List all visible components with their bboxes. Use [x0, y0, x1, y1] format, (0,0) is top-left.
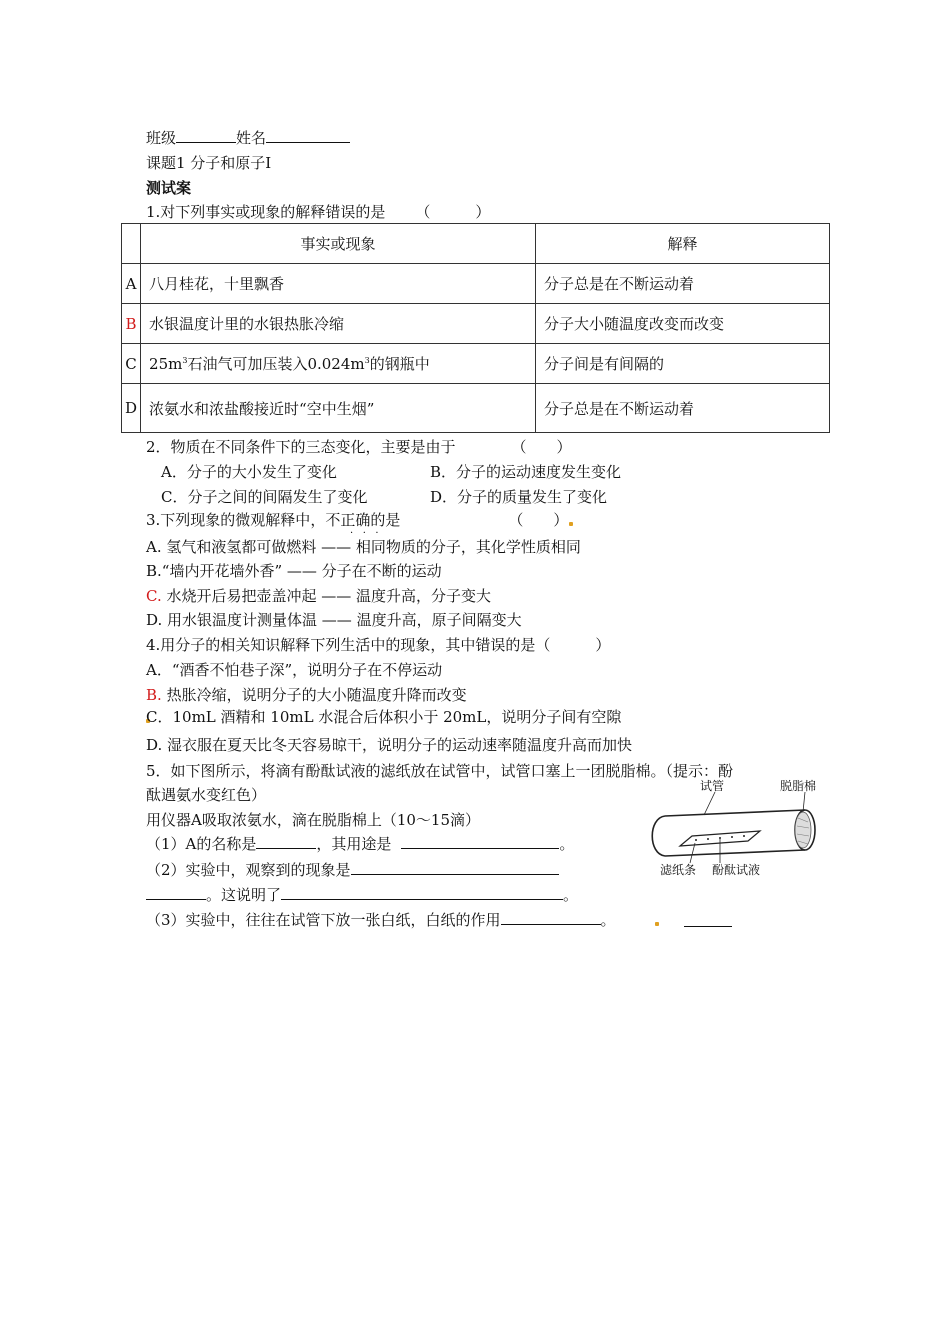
q5-part1: [146, 834, 574, 854]
q5-part1-blank-use[interactable]: [401, 834, 559, 849]
row-explain: 分子大小随温度改变而改变: [536, 304, 830, 344]
q3-option-b: B.“墙内开花墙外香” —— 分子在不断的运动: [146, 562, 442, 580]
q5-stem-line1: 5．如下图所示，将滴有酚酞试液的滤纸放在试管中，试管口塞上一团脱脂棉。（提示：酚: [146, 762, 734, 780]
class-label: 班级: [146, 129, 177, 147]
q4-option-c: C．10mL 酒精和 10mL 水混合后体积小于 20mL，说明分子间有空隙: [146, 708, 622, 726]
orange-mark: [569, 522, 573, 526]
row-letter: D: [122, 384, 141, 433]
q4-stem: 4.用分子的相关知识解释下列生活中的现象，其中错误的是（ ）: [146, 636, 611, 654]
row-explain: 分子总是在不断运动着: [536, 264, 830, 304]
q5-stem-line3: 用仪器A吸取浓氨水，滴在脱脂棉上（10～15滴）: [146, 811, 481, 829]
q3-stem-text: 3.下列现象的微观解释中，不正确的是: [146, 511, 401, 529]
q5-part1-period: 。: [559, 835, 575, 853]
q4-option-d: D. 湿衣服在夏天比冬天容易晾干，说明分子的运动速率随温度升高而加快: [146, 736, 633, 754]
section-title: 测试案: [146, 179, 192, 197]
table-row: [122, 344, 830, 384]
row-fact: 水银温度计里的水银热胀冷缩: [141, 304, 536, 344]
name-label: 姓名: [236, 129, 267, 147]
q2-option-c: C．分子之间的间隔发生了变化: [161, 488, 368, 506]
q4-option-a: A．“酒香不怕巷子深”，说明分子在不停运动: [146, 661, 443, 679]
class-blank[interactable]: [176, 128, 236, 143]
row-fact: 浓氨水和浓盐酸接近时“空中生烟”: [141, 384, 536, 433]
q5-stem-line2: 酞遇氨水变红色）: [146, 786, 267, 804]
q4-option-b-text: 热胀冷缩，说明分子的大小随温度升降而改变: [161, 686, 467, 704]
q1-answer-paren: （ ）: [415, 203, 491, 221]
q2-option-d: D．分子的质量发生了变化: [430, 488, 608, 506]
q5-part1-prompt: （1）A的名称是: [146, 835, 257, 853]
name-blank[interactable]: [266, 128, 350, 143]
table-row: [122, 264, 830, 304]
q3-answer-paren: （ ）: [508, 511, 569, 529]
q4-option-b: [146, 685, 467, 705]
table-header-blank: [122, 224, 141, 264]
q5-part2-period: 。: [563, 886, 579, 904]
q2-answer-paren: （ ）: [511, 438, 572, 456]
row-letter: C: [122, 344, 141, 384]
table-header-fact: 事实或现象: [141, 224, 536, 264]
label-filter-paper: 滤纸条: [660, 863, 697, 877]
q5-part3-prompt: （3）实验中，往往在试管下放一张白纸，白纸的作用: [146, 911, 501, 929]
q5-part3-blank[interactable]: [501, 910, 601, 925]
q3-option-c-text: 水烧开后易把壶盖冲起 —— 温度升高，分子变大: [161, 587, 492, 605]
q2-stem: [146, 437, 572, 457]
q2-option-a: A．分子的大小发生了变化: [161, 463, 337, 481]
q5-part2-conclusion-label: 。这说明了: [206, 886, 282, 904]
q4-option-b-letter: B.: [146, 686, 162, 704]
class-name-line: [146, 128, 350, 148]
table-row: [122, 384, 830, 433]
cotton-plug-icon: [795, 812, 811, 848]
q5-part2-blank-conclusion[interactable]: [281, 885, 563, 900]
q3-option-c: [146, 586, 491, 606]
table-header-explain: 解释: [536, 224, 830, 264]
lesson-title: 课题1 分子和原子Ⅰ: [146, 154, 272, 172]
q3-option-c-letter: C.: [146, 587, 162, 605]
q5-part1-blank-name[interactable]: [256, 834, 316, 849]
q5-part2-line1: [146, 860, 559, 880]
q5-part1-use-label: ，其用途是: [316, 835, 392, 853]
orange-mark: [655, 922, 659, 926]
q1-stem: [146, 202, 490, 222]
q3-option-a: A. 氢气和液氢都可做燃料 —— 相同物质的分子，其化学性质相同: [146, 538, 581, 556]
label-test-tube: 试管: [700, 779, 725, 793]
q5-part3-extra-blank[interactable]: [684, 912, 732, 927]
row-letter: B: [122, 304, 141, 344]
row-explain: 分子总是在不断运动着: [536, 384, 830, 433]
q5-part2-blank-observation-cont[interactable]: [146, 885, 206, 900]
q5-part3-period: 。: [600, 911, 616, 929]
q5-part2-line2: [146, 885, 578, 905]
row-fact: $25m^3$石油气可加压装入$0.024m^3$的钢瓶中: [141, 344, 536, 384]
q5-part2-blank-observation[interactable]: [351, 860, 559, 875]
q5-part3: [146, 910, 616, 930]
q3-option-d: D. 用水银温度计测量体温 —— 温度升高，原子间隔变大: [146, 611, 522, 629]
row-letter: A: [122, 264, 141, 304]
table-row: [122, 304, 830, 344]
q3-stem: [146, 510, 568, 530]
row-explain: 分子间是有间隔的: [536, 344, 830, 384]
q2-option-b: B．分子的运动速度发生变化: [430, 463, 622, 481]
label-phenolphthalein: 酚酞试液: [712, 863, 761, 877]
q1-table: [121, 223, 830, 433]
table-header-row: [122, 224, 830, 264]
q1-stem-text: 1.对下列事实或现象的解释错误的是: [146, 203, 386, 221]
test-tube-figure: [640, 778, 830, 878]
row-fact: 八月桂花，十里飘香: [141, 264, 536, 304]
label-cotton: 脱脂棉: [780, 779, 817, 793]
q5-part2-prompt: （2）实验中，观察到的现象是: [146, 861, 351, 879]
emphasis-dots: · · ·: [350, 528, 379, 539]
q2-stem-text: 2．物质在不同条件下的三态变化，主要是由于: [146, 438, 456, 456]
